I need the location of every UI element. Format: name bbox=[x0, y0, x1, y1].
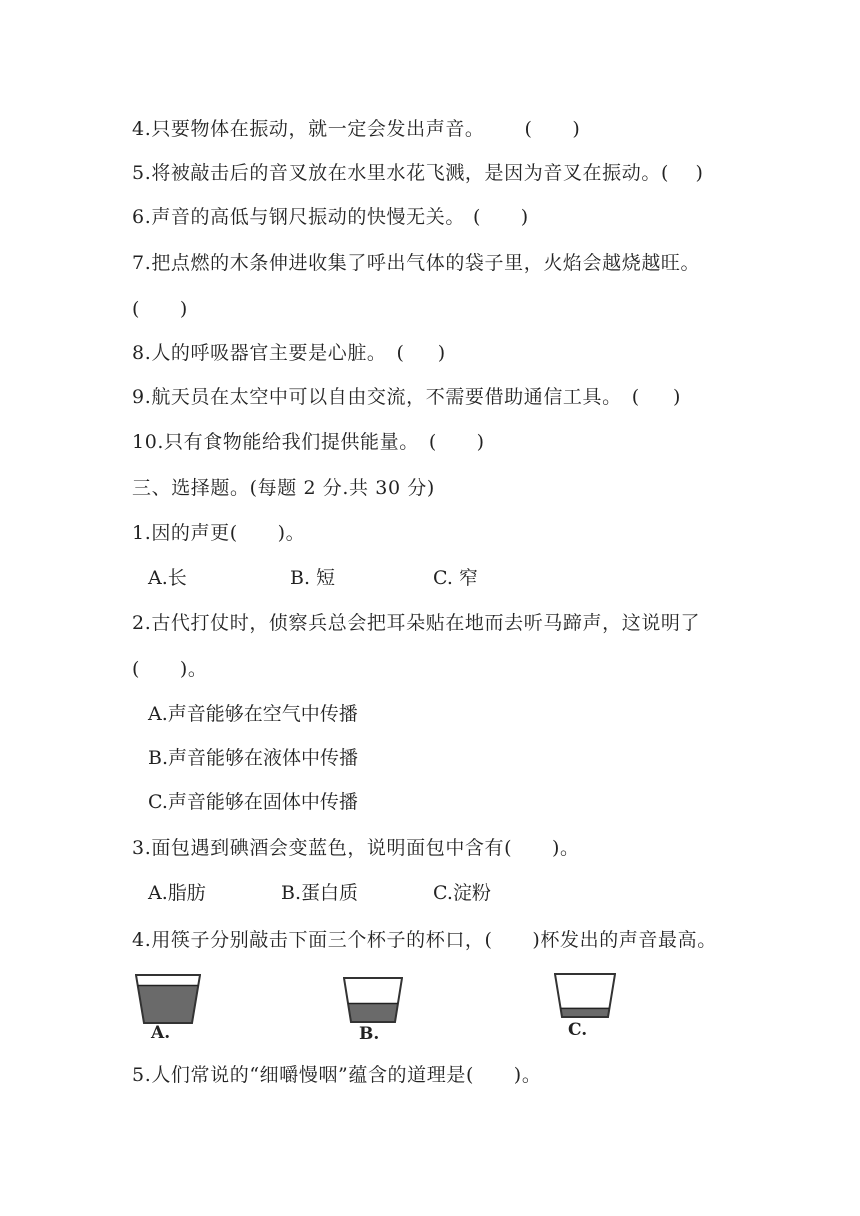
section-heading: 三、选择题。(每题 2 分.共 30 分) bbox=[132, 477, 435, 499]
judgement-item-6: 6.声音的高低与钢尺振动的快慢无关。 ( ) bbox=[132, 206, 529, 228]
answer-bracket[interactable]: ( ) bbox=[472, 206, 529, 228]
question-3-option-b[interactable]: B.蛋白质 bbox=[281, 882, 359, 904]
cup-a-label: A. bbox=[151, 1023, 171, 1043]
question-1-option-a[interactable]: A.长 bbox=[148, 567, 187, 589]
question-1-option-c[interactable]: C. 窄 bbox=[433, 567, 478, 589]
question-4-stem: 4.用筷子分别敲击下面三个杯子的杯口，( )杯发出的声音最高。 bbox=[132, 929, 717, 951]
judgement-item-9: 9.航天员在太空中可以自由交流，不需要借助通信工具。 ( ) bbox=[132, 386, 681, 408]
cup-a-water bbox=[138, 986, 198, 1023]
question-2-option-c[interactable]: C.声音能够在固体中传播 bbox=[148, 791, 358, 813]
question-2-stem: 2.古代打仗时，侦察兵总会把耳朵贴在地而去听马蹄声，这说明了 bbox=[132, 612, 701, 634]
cup-c-label: C. bbox=[568, 1020, 588, 1040]
judgement-item-7-bracket[interactable]: ( ) bbox=[132, 298, 188, 320]
answer-bracket[interactable]: ( ) bbox=[428, 431, 485, 453]
cup-c-water bbox=[561, 1008, 610, 1017]
question-2-stem-continued: ( )。 bbox=[132, 658, 208, 680]
cup-b[interactable] bbox=[343, 976, 403, 1044]
cup-a-drawing bbox=[135, 973, 201, 1025]
cup-c-drawing bbox=[554, 972, 616, 1022]
answer-bracket[interactable]: ( ) bbox=[524, 118, 581, 140]
judgement-item-5: 5.将被敲击后的音叉放在水里水花飞溅，是因为音叉在振动。( ) bbox=[132, 162, 704, 184]
question-3-option-c[interactable]: C.淀粉 bbox=[433, 882, 491, 904]
judgement-item-8: 8.人的呼吸器官主要是心脏。 ( ) bbox=[132, 342, 446, 364]
cup-b-drawing bbox=[343, 976, 403, 1026]
judgement-item-10: 10.只有食物能给我们提供能量。 ( ) bbox=[132, 431, 485, 453]
answer-bracket[interactable]: ( ) bbox=[396, 342, 446, 364]
question-2-option-b[interactable]: B.声音能够在液体中传播 bbox=[148, 747, 359, 769]
question-1-option-b[interactable]: B. 短 bbox=[290, 567, 336, 589]
question-3-stem: 3.面包遇到碘酒会变蓝色，说明面包中含有( )。 bbox=[132, 837, 580, 859]
cup-a[interactable] bbox=[135, 973, 201, 1043]
question-3-option-a[interactable]: A.脂肪 bbox=[148, 882, 206, 904]
judgement-item-7: 7.把点燃的木条伸进收集了呼出气体的袋子里，火焰会越烧越旺。 bbox=[132, 252, 701, 274]
answer-bracket[interactable]: ( ) bbox=[660, 162, 704, 184]
cup-b-water bbox=[348, 1004, 398, 1022]
judgement-item-4: 4.只要物体在振动，就一定会发出声音。 ( ) bbox=[132, 118, 581, 140]
question-2-option-a[interactable]: A.声音能够在空气中传播 bbox=[148, 703, 358, 725]
cup-b-label: B. bbox=[359, 1024, 380, 1044]
cup-c[interactable] bbox=[554, 972, 616, 1040]
question-5-stem: 5.人们常说的“细嚼慢咽”蕴含的道理是( )。 bbox=[132, 1064, 542, 1086]
answer-bracket[interactable]: ( ) bbox=[631, 386, 681, 408]
question-1-stem: 1.因的声更( )。 bbox=[132, 522, 306, 544]
